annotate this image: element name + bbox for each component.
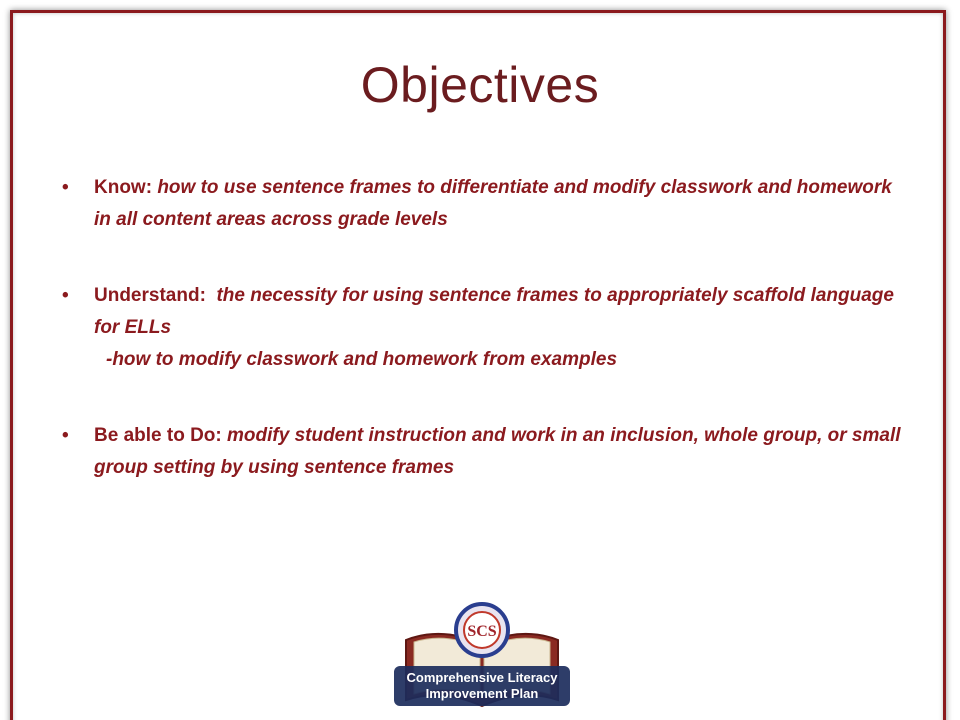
bullet-do-label: Be able to Do:: [94, 425, 222, 446]
bullet-know: [62, 172, 902, 236]
slide-title: Objectives: [360, 57, 600, 113]
bullet-understand: [62, 280, 902, 344]
seal-initials: SCS: [467, 623, 497, 640]
logo-line-2: Improvement Plan: [425, 686, 539, 701]
objectives-list: [62, 172, 902, 484]
bullet-understand-label: Understand:: [94, 285, 206, 306]
logo-line-1: Comprehensive Literacy: [406, 670, 558, 685]
bullet-glyph: •: [62, 177, 69, 198]
bullet-glyph: •: [62, 425, 69, 446]
spacer: [62, 376, 902, 420]
bullet-do: [62, 420, 902, 484]
scs-literacy-logo: [392, 596, 572, 720]
bullet-understand-subline: -how to modify classwork and homework from examples: [106, 349, 618, 370]
bullet-glyph: •: [62, 285, 69, 306]
bullet-understand-text: the necessity for using sentence frames to appropriately scaffold language for ELLs: [94, 285, 900, 338]
bullet-know-label: Know:: [94, 177, 153, 198]
bullet-know-text: how to use sentence frames to differentiate and modify classwork and homework in all content areas across grade levels: [94, 177, 892, 230]
bullet-do-text: modify student instruction and work in an inclusion, whole group, or small group setting by using sentence frames: [94, 425, 901, 478]
spacer: [62, 236, 902, 280]
